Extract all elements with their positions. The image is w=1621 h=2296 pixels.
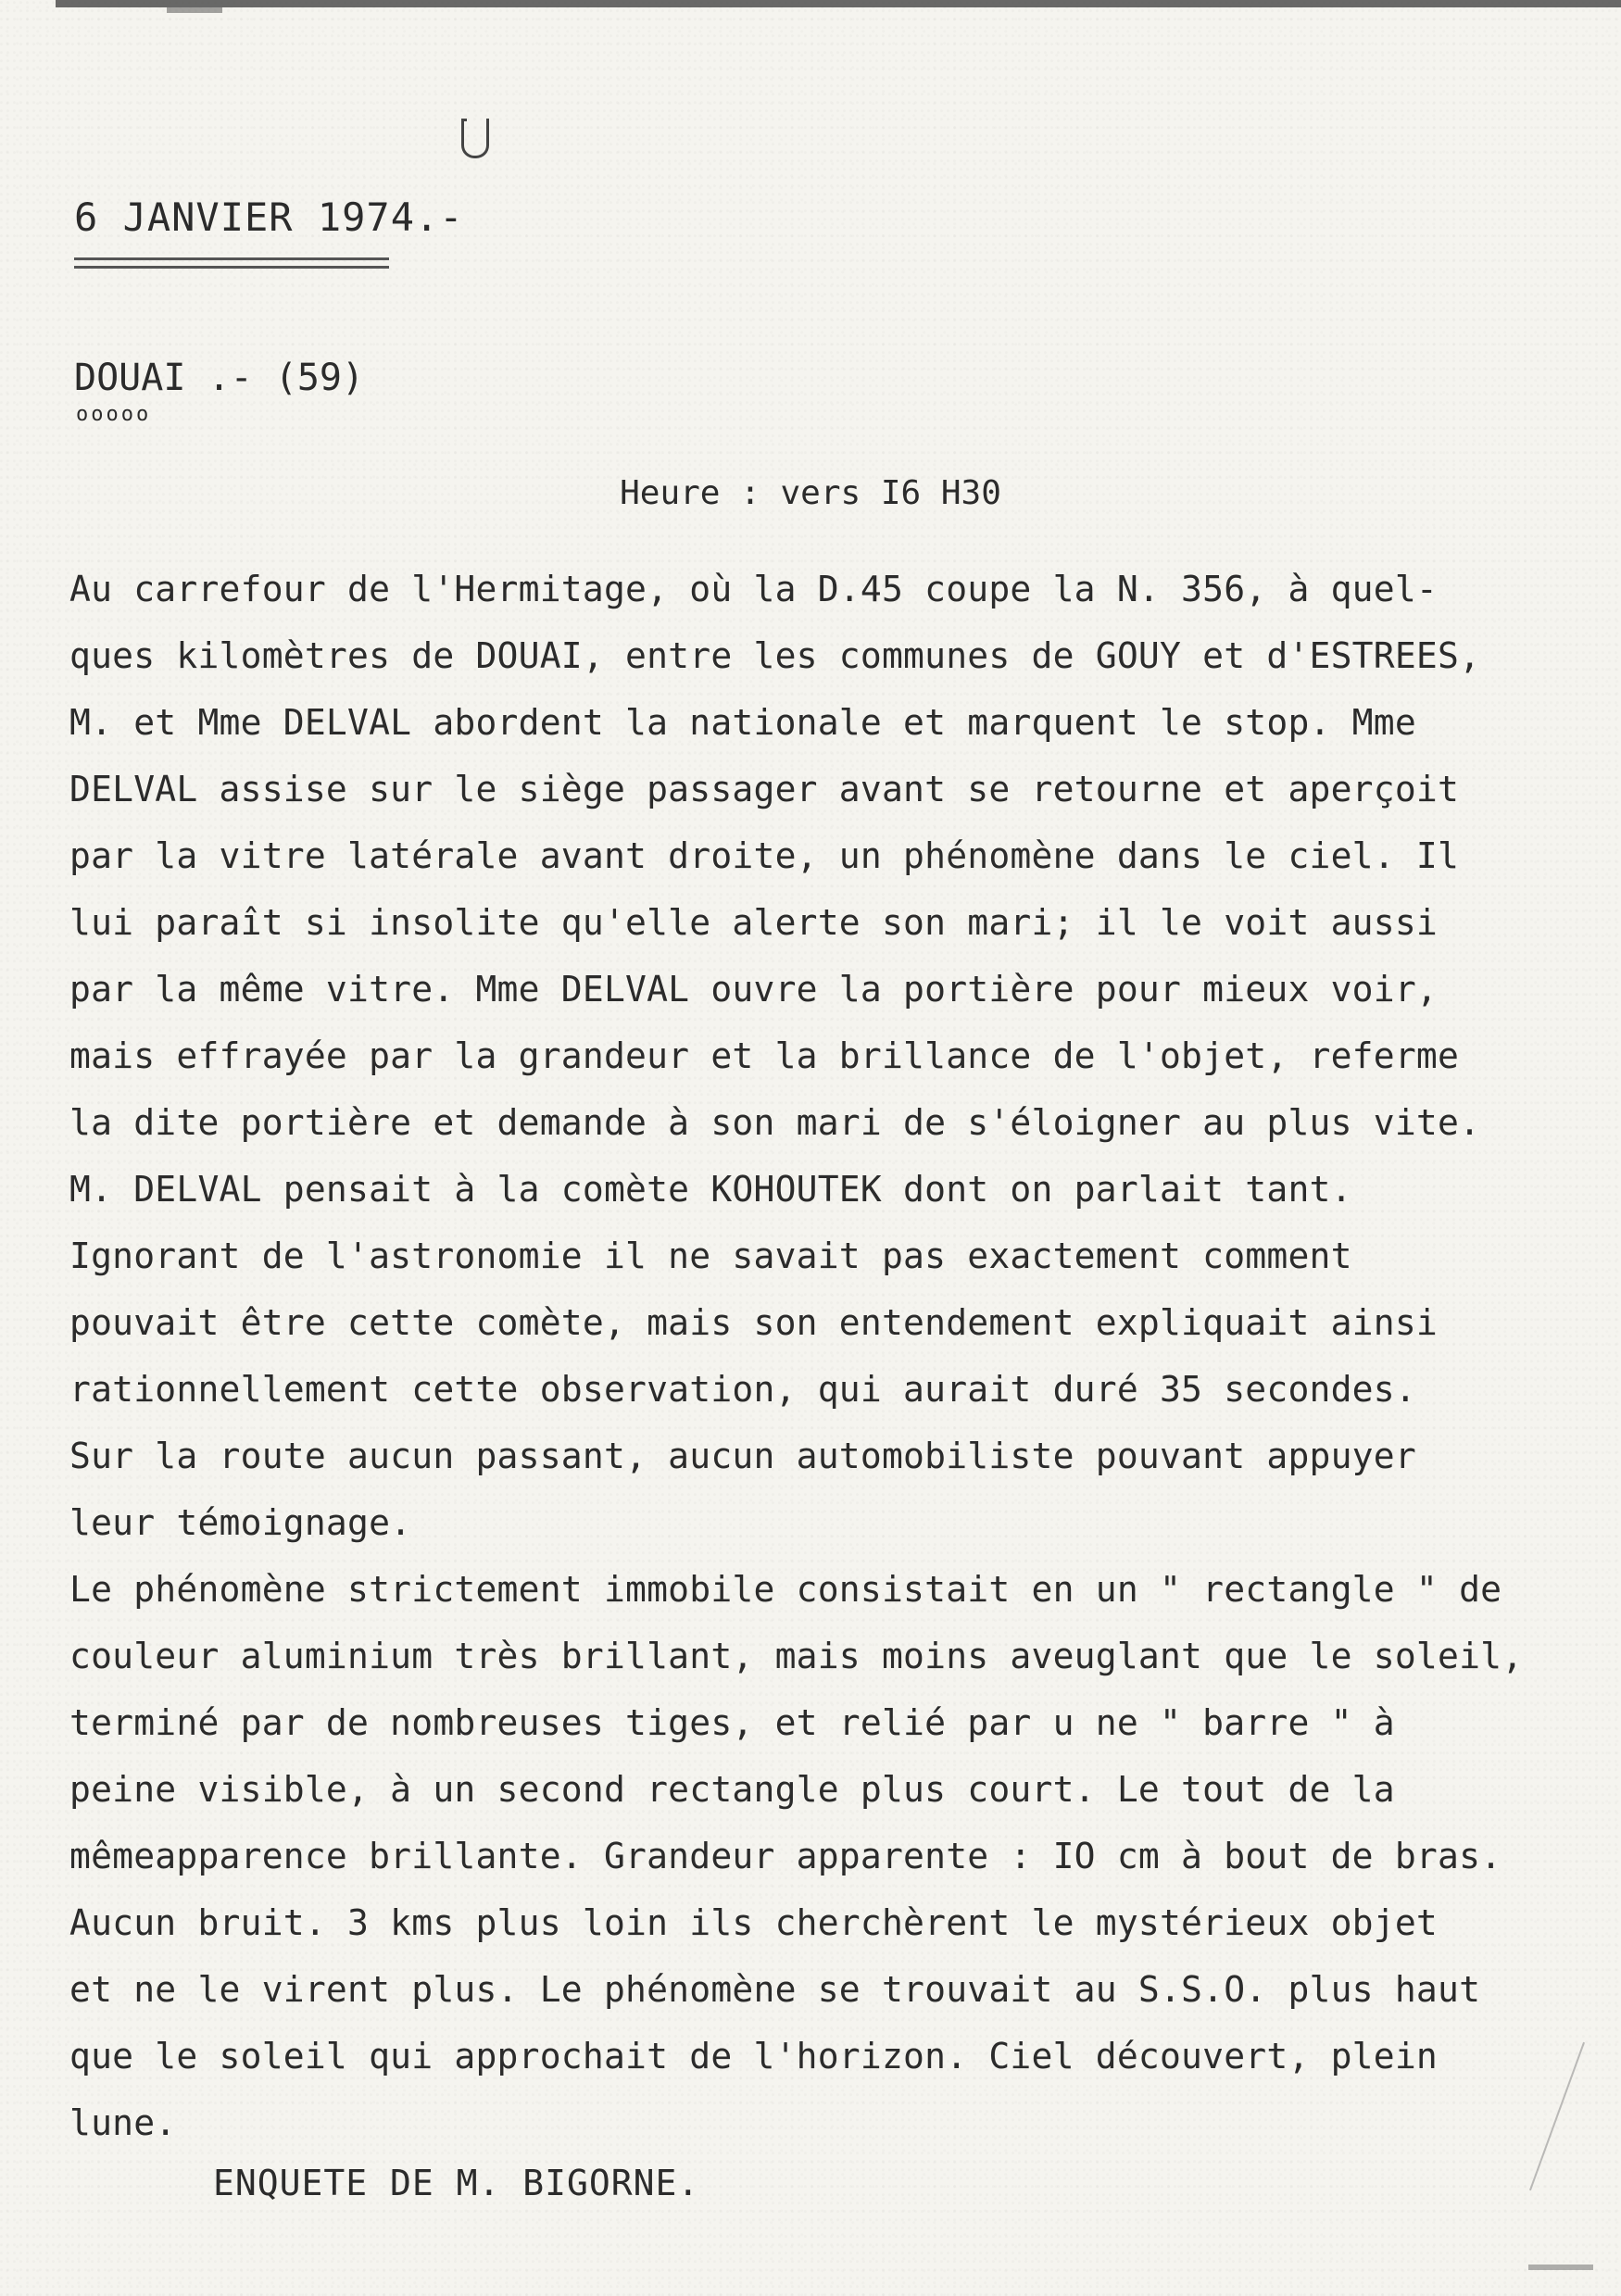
body-line: lui paraît si insolite qu'elle alerte son mari; il le voit aussi (69, 902, 1438, 943)
report-date: 6 JANVIER 1974.- (74, 194, 464, 240)
body-line: ques kilomètres de DOUAI, entre les communes de GOUY et d'ESTREES, (69, 635, 1481, 676)
report-time: Heure : vers I6 H30 (620, 474, 1001, 512)
body-line: la dite portière et demande à son mari de s'éloigner au plus vite. (69, 1102, 1481, 1143)
place-underline-mark: ooooo (76, 403, 152, 426)
corner-stamp (1528, 2265, 1593, 2270)
handwritten-marker (461, 119, 489, 158)
body-line: et ne le virent plus. Le phénomène se trouvait au S.S.O. plus haut (69, 1969, 1481, 2010)
body-line: M. DELVAL pensait à la comète KOHOUTEK dont on parlait tant. (69, 1169, 1352, 1210)
body-line: Le phénomène strictement immobile consistait en un " rectangle " de (69, 1569, 1502, 1610)
body-line: M. et Mme DELVAL abordent la nationale et marquent le stop. Mme (69, 702, 1416, 743)
body-line: Au carrefour de l'Hermitage, où la D.45 coupe la N. 356, à quel- (69, 569, 1438, 609)
report-place: DOUAI .- (59) (74, 357, 365, 399)
body-line: couleur aluminium très brillant, mais moins aveuglant que le soleil, (69, 1636, 1524, 1676)
body-line: pouvait être cette comète, mais son entendement expliquait ainsi (69, 1302, 1438, 1343)
report-signature: ENQUETE DE M. BIGORNE. (213, 2163, 700, 2203)
report-body (69, 556, 1552, 2156)
body-line: que le soleil qui approchait de l'horizon. Ciel découvert, plein (69, 2036, 1438, 2076)
body-line: mais effrayée par la grandeur et la brillance de l'objet, referme (69, 1035, 1460, 1076)
body-line: par la vitre latérale avant droite, un phénomène dans le ciel. Il (69, 835, 1460, 876)
body-line: rationnellement cette observation, qui aurait duré 35 secondes. (69, 1369, 1416, 1410)
body-line: Aucun bruit. 3 kms plus loin ils cherchèrent le mystérieux objet (69, 1902, 1438, 1943)
body-line: Ignorant de l'astronomie il ne savait pas exactement comment (69, 1236, 1352, 1276)
top-border (56, 0, 1621, 7)
body-line: mêmeapparence brillante. Grandeur apparente : IO cm à bout de bras. (69, 1836, 1502, 1876)
date-underline (74, 257, 389, 269)
body-line: peine visible, à un second rectangle plus court. Le tout de la (69, 1769, 1395, 1810)
body-line: par la même vitre. Mme DELVAL ouvre la portière pour mieux voir, (69, 969, 1438, 1010)
body-line: leur témoignage. (69, 1502, 412, 1543)
body-line: DELVAL assise sur le siège passager avant se retourne et aperçoit (69, 769, 1460, 809)
body-line: Sur la route aucun passant, aucun automobiliste pouvant appuyer (69, 1436, 1416, 1476)
body-line: terminé par de nombreuses tiges, et relié par u ne " barre " à (69, 1702, 1395, 1743)
body-line: lune. (69, 2102, 177, 2143)
